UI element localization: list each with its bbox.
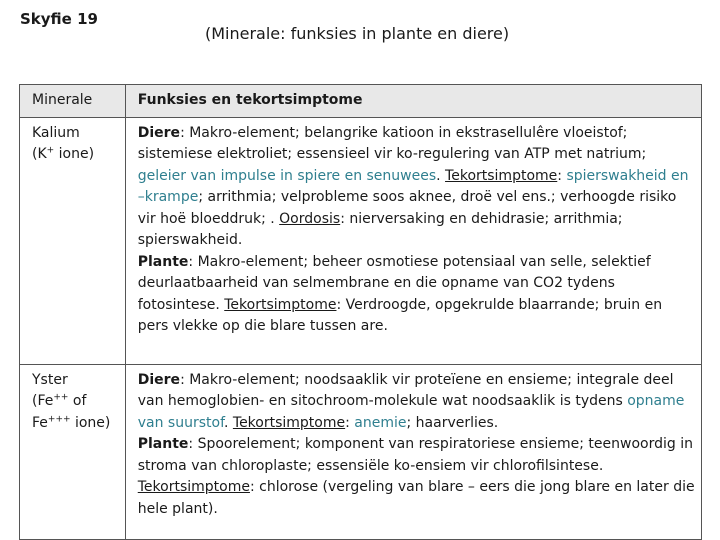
- text-segment: : nierversaking en dehidrasie; arrithmia; spierswakheid.: [137, 210, 623, 248]
- mineral-symbol-close: ione): [70, 414, 111, 431]
- function-cell-kalium: [125, 117, 701, 364]
- mineral-symbol-open: (K: [32, 146, 47, 162]
- mineral-cell-kalium: [20, 117, 126, 364]
- slide-number: Skyfie 19: [20, 10, 98, 28]
- plante-label: Plante: [137, 253, 189, 270]
- diere-label: Diere: [137, 371, 181, 388]
- text-segment: :: [557, 167, 567, 184]
- tekortsimptome-label: Tekortsimptome: [232, 414, 346, 431]
- oordosis-label: Oordosis: [279, 210, 341, 227]
- mineral-symbol-close: ione): [54, 146, 95, 162]
- plante-text: : Spoorelement; komponent van respiratoriese ensieme; teenwoordig in stroma van chloroplaste; essensiële ko-ensiem vir chlorofilsintese.: [137, 436, 693, 474]
- table-row-yster: [20, 364, 702, 539]
- header-minerale: Minerale: [20, 85, 126, 118]
- text-segment: :: [345, 414, 355, 431]
- tekortsimptome-label: Tekortsimptome: [137, 479, 250, 495]
- text-segment: ; arrithmia; velprobleme soos aknee, droë vel ens.; verhoogde risiko vir hoë bloeddruk; .: [137, 189, 677, 227]
- header-funksies: Funksies en tekortsimptome: [125, 85, 701, 118]
- tekortsimptome-label: Tekortsimptome: [445, 167, 558, 184]
- plante-text: : Makro-element; beheer osmotiese potensiaal van selle, selektief deurlaatbaarheid van selmembrane en die opname van CO2 tydens fotosintese.: [137, 253, 651, 313]
- minerals-table: [19, 84, 702, 540]
- table-row-kalium: [20, 117, 702, 364]
- mineral-symbol-close: of: [68, 393, 87, 409]
- highlight-text: spierswakheid en –krampe: [137, 167, 689, 205]
- ion-charge: +++: [47, 413, 71, 424]
- diere-label: Diere: [137, 124, 181, 141]
- text-segment: : chlorose (vergeling van blare – eers die jong blare en later die hele plant).: [137, 479, 695, 517]
- function-cell-yster: [125, 364, 701, 539]
- ion-charge: ++: [53, 392, 69, 403]
- mineral-name: Yster: [32, 371, 68, 388]
- text-segment: .: [436, 167, 446, 184]
- table-header-row: [20, 85, 702, 118]
- plante-label: Plante: [137, 436, 189, 452]
- mineral-symbol-open: Fe: [32, 414, 48, 431]
- highlight-text: geleier van impulse in spiere en senuwees: [137, 167, 437, 184]
- highlight-text: opname van suurstof: [137, 393, 685, 431]
- text-segment: ; haarverlies.: [406, 414, 499, 431]
- mineral-cell-yster: [20, 364, 126, 539]
- mineral-name: Kalium: [32, 124, 80, 141]
- mineral-symbol-open: (Fe: [32, 393, 54, 409]
- ion-charge: +: [46, 145, 55, 156]
- slide-title: (Minerale: funksies in plante en diere): [205, 24, 510, 43]
- diere-text: : Makro-element; noodsaaklik vir proteïene en ensieme; integrale deel van hemoglobien- en sitochroom-molekule wat noodsaaklik is tydens: [137, 371, 674, 409]
- highlight-text: anemie: [354, 414, 407, 431]
- text-segment: .: [223, 414, 233, 431]
- tekortsimptome-label: Tekortsimptome: [224, 296, 337, 313]
- text-segment: : Verdroogde, opgekrulde blaarrande; bruin en pers vlekke op die blare tussen are.: [137, 296, 663, 334]
- diere-text: : Makro-element; belangrike katioon in ekstrasellulêre vloeistof; sistemiese elektroliet; essensieel vir ko-regulering van ATP met natrium;: [137, 124, 647, 162]
